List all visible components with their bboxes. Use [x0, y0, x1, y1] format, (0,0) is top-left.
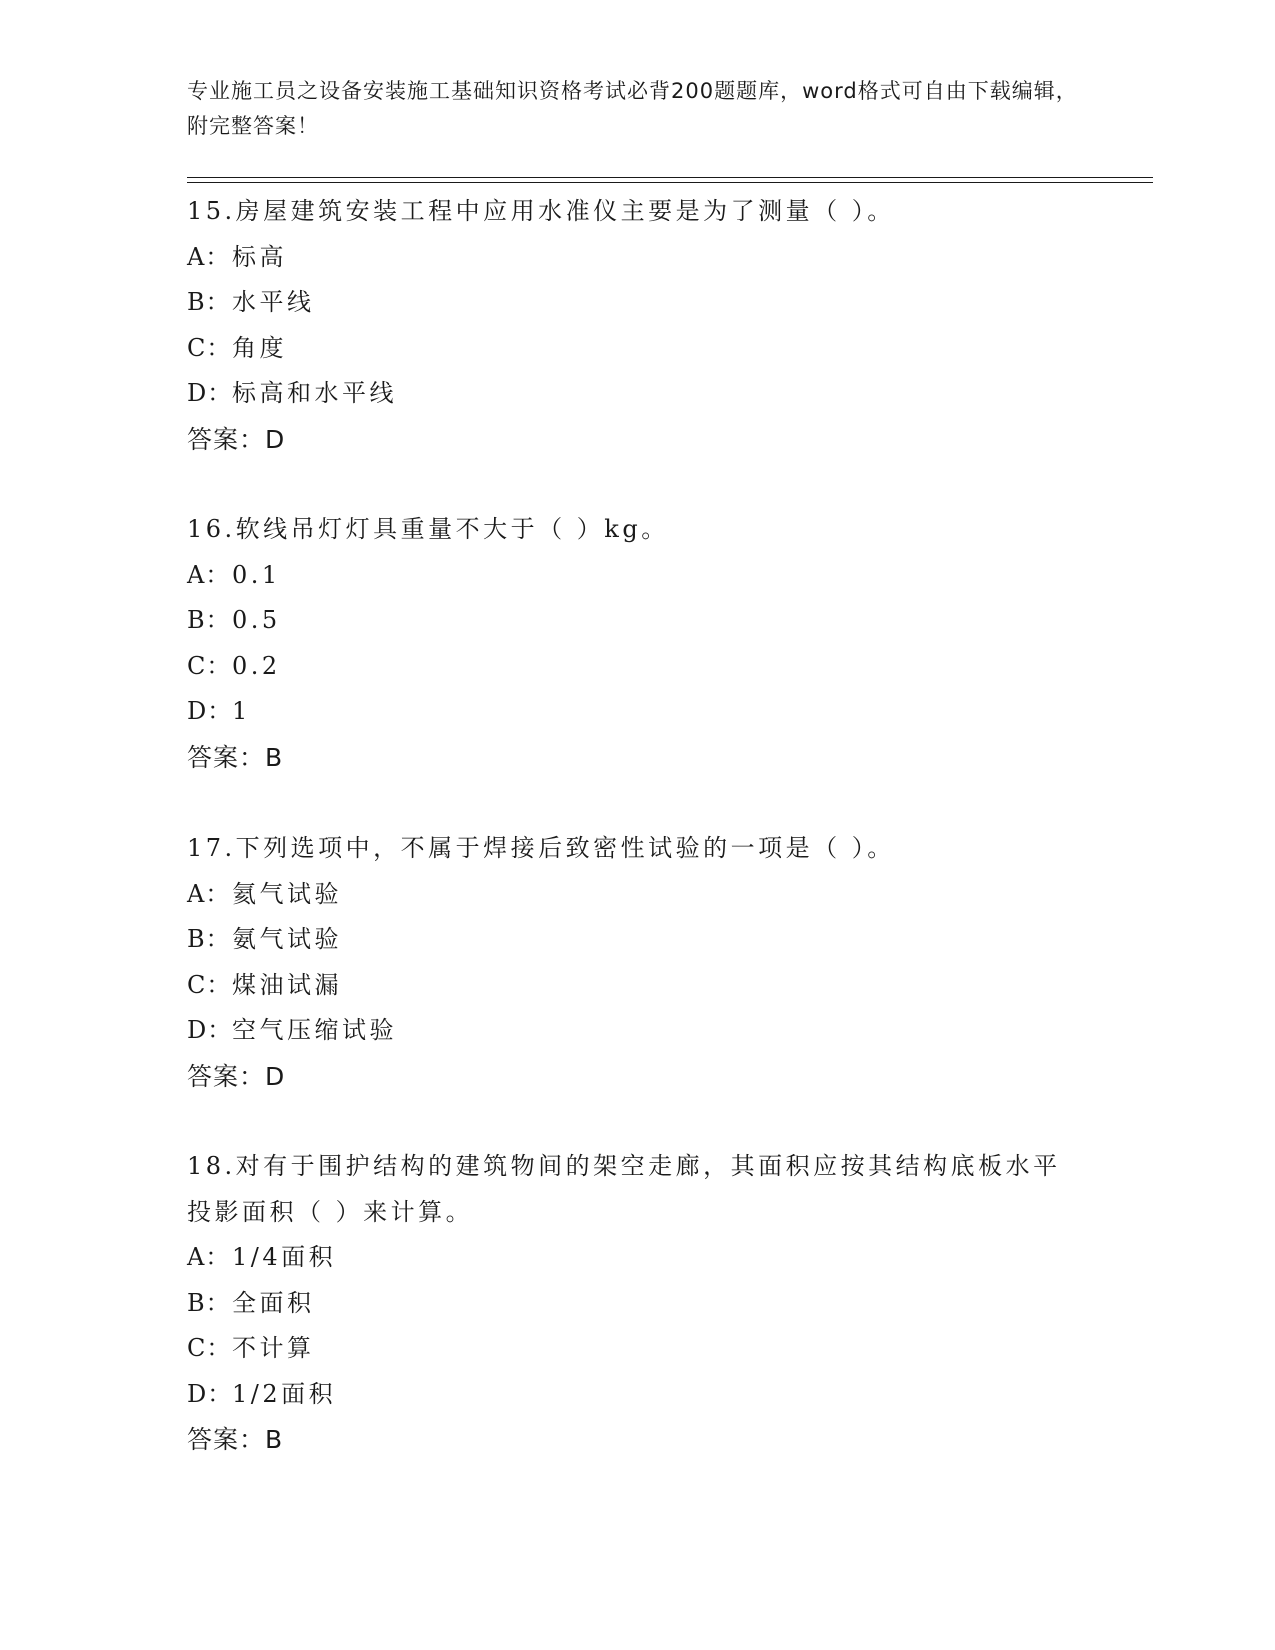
- option-text: 空气压缩试验: [232, 1016, 397, 1044]
- option-b: [187, 917, 1087, 963]
- option-b: [187, 1281, 1087, 1327]
- option-label: B：: [187, 606, 231, 634]
- option-label: B：: [187, 1288, 231, 1317]
- answer-line: 答案：D: [187, 1061, 286, 1091]
- question-16: [187, 507, 1087, 781]
- header-divider-top: [187, 177, 1153, 178]
- option-text: 角度: [232, 333, 287, 362]
- option-text: 0.1: [232, 560, 281, 589]
- option-a: [187, 872, 1087, 918]
- option-label: A：: [187, 1243, 231, 1271]
- option-b: [187, 280, 1087, 326]
- option-c: [187, 963, 1087, 1009]
- option-text: 0.5: [232, 606, 281, 634]
- option-label: C：: [187, 1334, 232, 1362]
- option-label: B：: [187, 288, 231, 316]
- option-c: [187, 644, 1087, 690]
- option-label: A：: [187, 879, 231, 908]
- option-a: [187, 235, 1087, 281]
- option-text: 标高和水平线: [232, 379, 397, 407]
- question-17: [187, 826, 1087, 1100]
- question-stem: 16.软线吊灯灯具重量不大于（ ）kg。: [187, 515, 669, 543]
- option-text: 煤油试漏: [232, 970, 342, 999]
- question-18: [187, 1144, 1087, 1463]
- option-d: [187, 1372, 1087, 1418]
- question-stem: 17.下列选项中，不属于焊接后致密性试验的一项是（ ）。: [187, 834, 895, 862]
- option-c: [187, 1326, 1087, 1372]
- answer-line: 答案：B: [187, 742, 284, 772]
- option-label: C：: [187, 333, 232, 362]
- option-d: [187, 689, 1087, 735]
- option-d: [187, 371, 1087, 417]
- question-stem: 15.房屋建筑安装工程中应用水准仪主要是为了测量（ ）。: [187, 197, 895, 225]
- option-b: [187, 598, 1087, 644]
- option-text: 全面积: [232, 1288, 315, 1317]
- option-label: C：: [187, 970, 232, 999]
- option-text: 氦气试验: [232, 879, 342, 908]
- option-label: A：: [187, 560, 231, 589]
- option-label: D：: [187, 697, 233, 725]
- option-text: 0.2: [232, 651, 281, 680]
- option-label: D：: [187, 1379, 233, 1408]
- option-label: C：: [187, 651, 232, 680]
- option-text: 水平线: [232, 288, 315, 316]
- option-label: D：: [187, 1016, 233, 1044]
- option-text: 1/2面积: [232, 1379, 337, 1408]
- header-divider-bottom: [187, 182, 1153, 183]
- option-c: [187, 326, 1087, 372]
- option-text: 1: [232, 697, 251, 725]
- document-header: 专业施工员之设备安装施工基础知识资格考试必背200题题库，word格式可自由下载编辑，附完整答案！: [187, 79, 1078, 138]
- answer-line: 答案：B: [187, 1425, 284, 1454]
- option-text: 1/4面积: [232, 1243, 337, 1271]
- answer-line: 答案：D: [187, 424, 286, 454]
- question-stem: 18.对有于围护结构的建筑物间的架空走廊，其面积应按其结构底板水平投影面积（ ）来计算。: [187, 1152, 1061, 1226]
- option-text: 氨气试验: [232, 925, 342, 953]
- option-label: A：: [187, 242, 231, 271]
- option-d: [187, 1008, 1087, 1054]
- option-text: 不计算: [232, 1334, 315, 1362]
- option-a: [187, 1235, 1087, 1281]
- option-text: 标高: [232, 242, 287, 271]
- option-label: D：: [187, 379, 233, 407]
- option-label: B：: [187, 925, 231, 953]
- option-a: [187, 553, 1087, 599]
- question-15: [187, 189, 1087, 463]
